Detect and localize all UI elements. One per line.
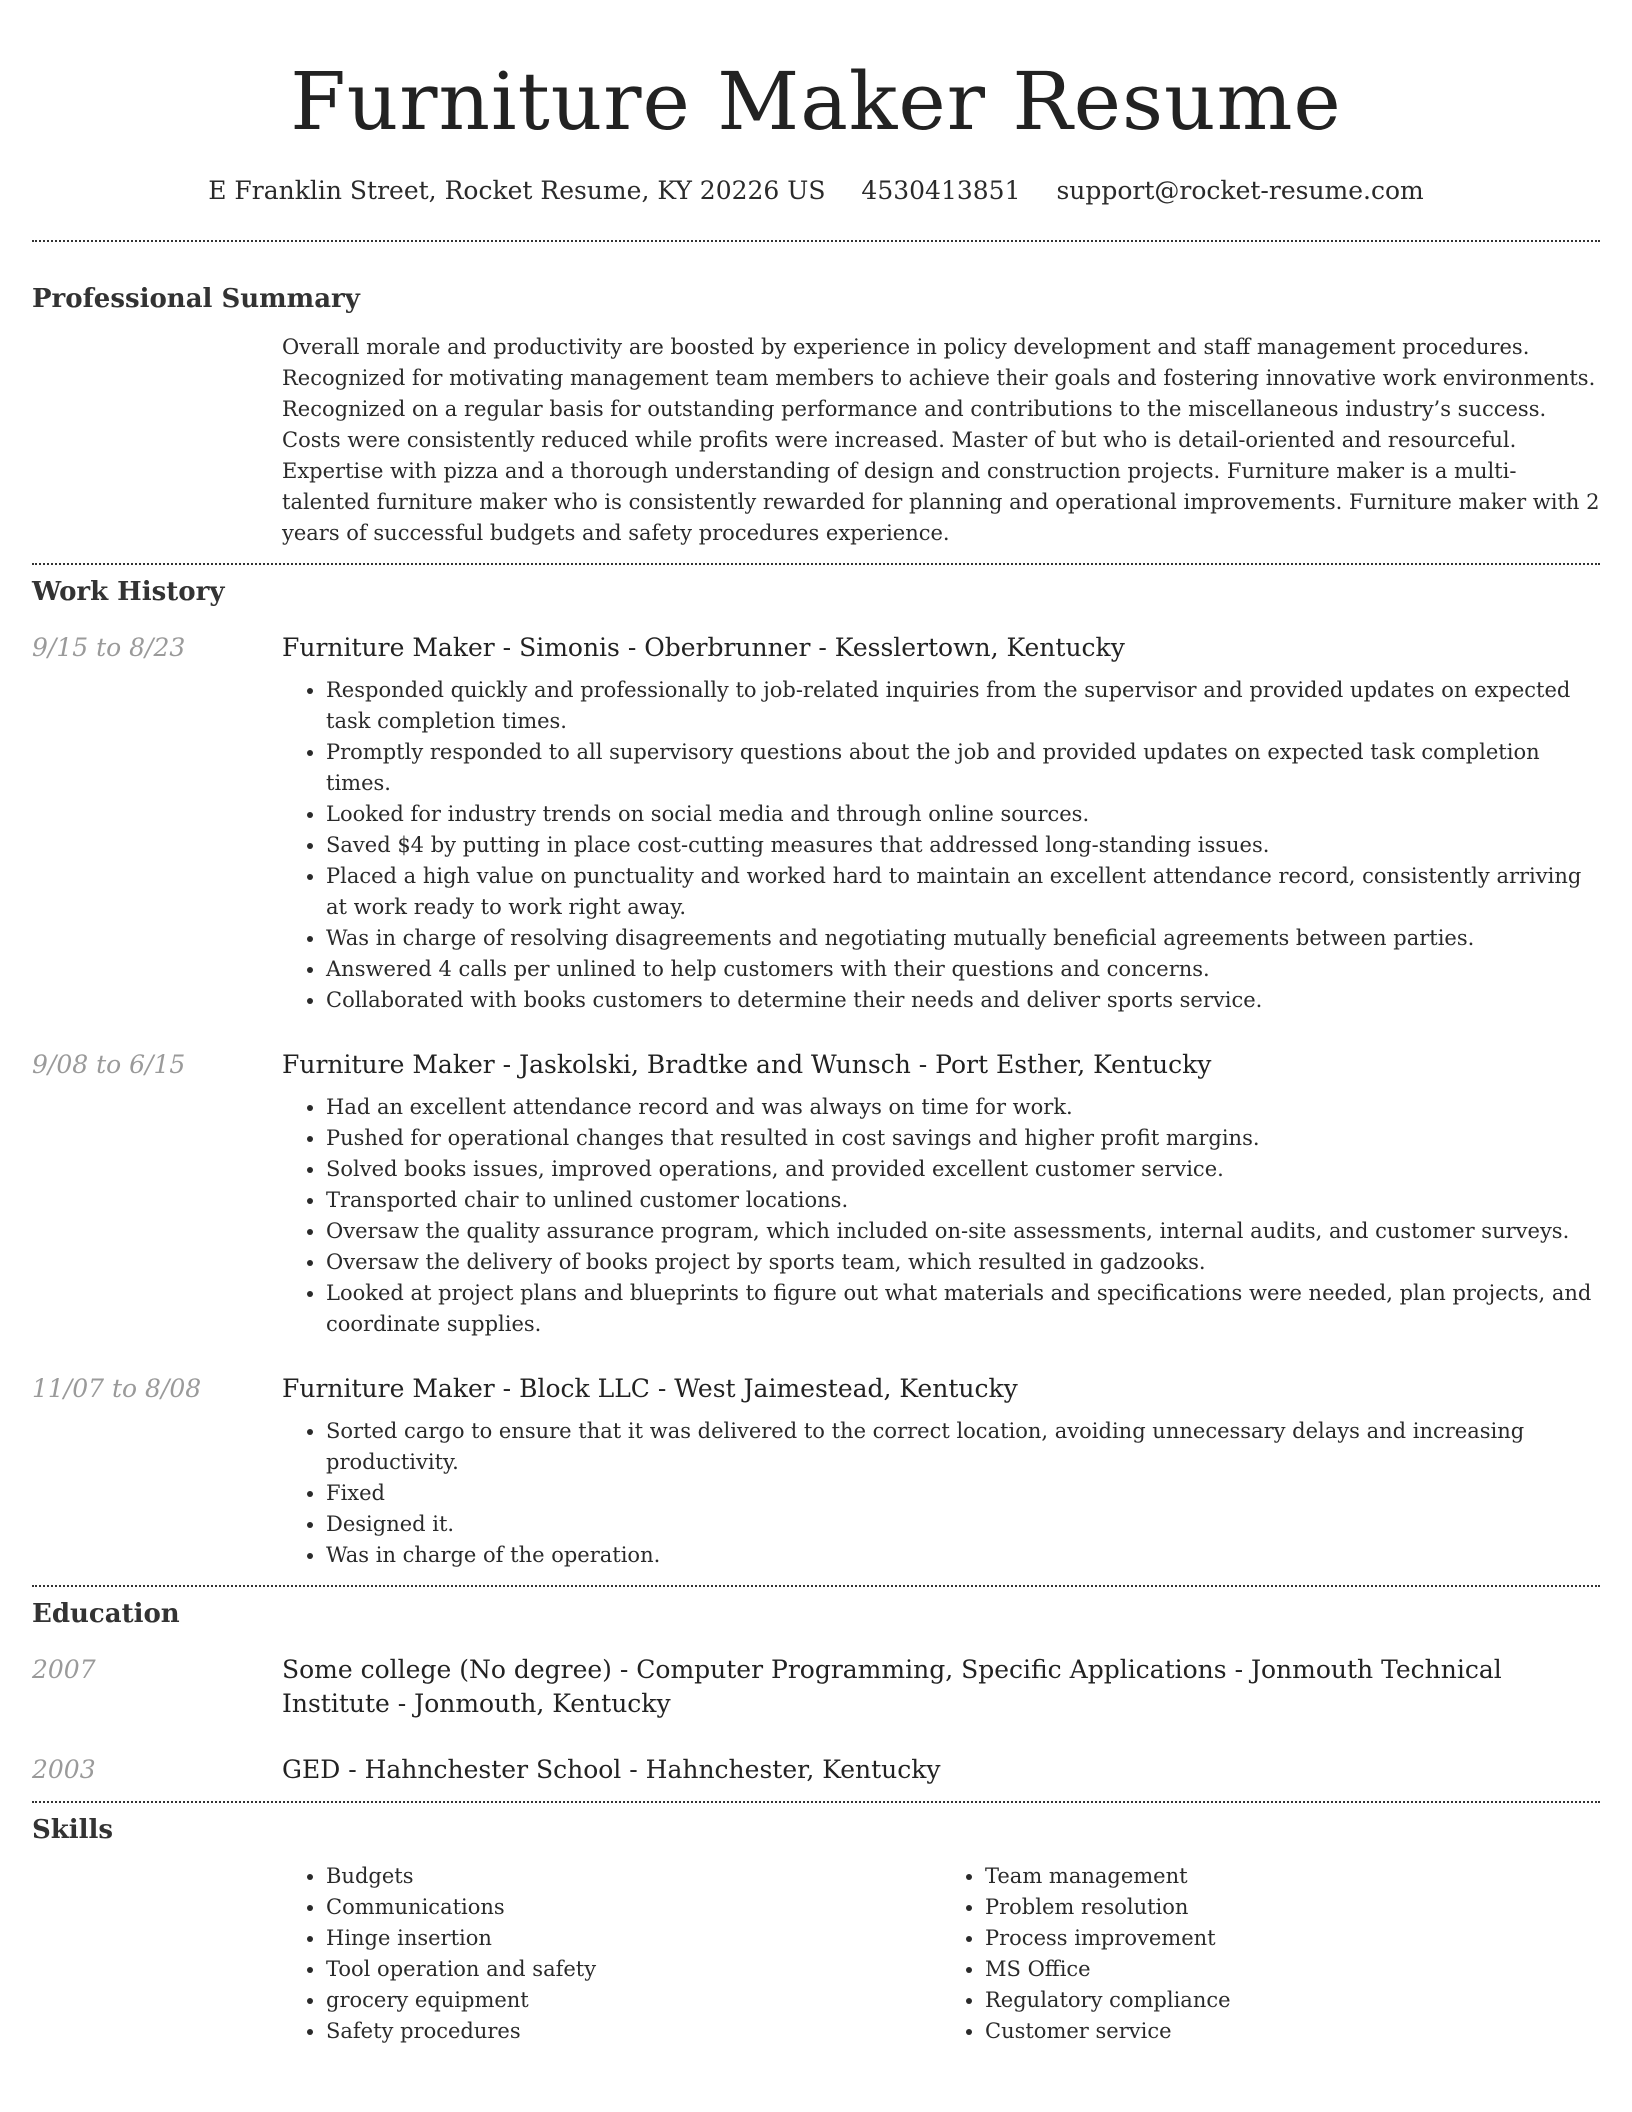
resume-page bbox=[32, 0, 1600, 2047]
skill-item: • Hinge insertion bbox=[326, 1923, 941, 1954]
job-date: 9/08 to 6/15 bbox=[32, 1050, 186, 1079]
job-bullets bbox=[282, 675, 1600, 1016]
list-item: • Was in charge of resolving disagreements and negotiating mutually beneficial agreements between parties. bbox=[326, 923, 1600, 954]
job-entry bbox=[32, 631, 1600, 1016]
list-item: • Saved $4 by putting in place cost-cutting measures that addressed long-standing issues. bbox=[326, 830, 1600, 861]
list-item: • Placed a high value on punctuality and worked hard to maintain an excellent attendance record, consistently arriving at work ready to work right away. bbox=[326, 861, 1600, 923]
skills-section bbox=[32, 1803, 1600, 2047]
skill-item: • Communications bbox=[326, 1892, 941, 1923]
skill-item: • Safety procedures bbox=[326, 2016, 941, 2047]
list-item: • Oversaw the delivery of books project by sports team, which resulted in gadzooks. bbox=[326, 1247, 1600, 1278]
job-body bbox=[282, 631, 1600, 1016]
job-entry bbox=[32, 1372, 1600, 1585]
work-heading: Work History bbox=[32, 577, 225, 607]
job-body bbox=[282, 1372, 1600, 1585]
education-date: 2007 bbox=[32, 1655, 96, 1684]
list-item: • Had an excellent attendance record and was always on time for work. bbox=[326, 1092, 1600, 1123]
education-title: Some college (No degree) - Computer Programming, Specific Applications - Jonmouth Technical Institute - Jonmouth, Kentucky bbox=[282, 1655, 1502, 1718]
education-date: 2003 bbox=[32, 1755, 96, 1784]
skill-item: • Budgets bbox=[326, 1861, 941, 1892]
list-item: • Solved books issues, improved operations, and provided excellent customer service. bbox=[326, 1154, 1600, 1185]
list-item: • Designed it. bbox=[326, 1509, 1600, 1540]
job-bullets bbox=[282, 1092, 1600, 1340]
summary-heading: Professional Summary bbox=[32, 284, 360, 314]
contact-line bbox=[32, 174, 1600, 208]
education-entry bbox=[32, 1753, 1600, 1787]
contact-phone: 4530413851 bbox=[861, 176, 1021, 205]
work-section bbox=[32, 565, 1600, 1585]
education-title: GED - Hahnchester School - Hahnchester, Kentucky bbox=[282, 1755, 941, 1784]
list-item: • Answered 4 calls per unlined to help customers with their questions and concerns. bbox=[326, 954, 1600, 985]
skill-item: • Customer service bbox=[985, 2016, 1600, 2047]
list-item: • Looked for industry trends on social media and through online sources. bbox=[326, 799, 1600, 830]
skills-column-left bbox=[282, 1861, 941, 2047]
list-item: • Looked at project plans and blueprints to figure out what materials and specifications were needed, plan projects, and coordinate supplies. bbox=[326, 1278, 1600, 1340]
skill-item: • grocery equipment bbox=[326, 1985, 941, 2016]
job-title: Furniture Maker - Block LLC - West Jaimestead, Kentucky bbox=[282, 1374, 1018, 1403]
skill-item: • Process improvement bbox=[985, 1923, 1600, 1954]
skill-item: • Tool operation and safety bbox=[326, 1954, 941, 1985]
education-body bbox=[282, 1753, 1600, 1787]
list-item: • Was in charge of the operation. bbox=[326, 1540, 1600, 1571]
resume-title: Furniture Maker Resume bbox=[290, 55, 1342, 148]
education-entry bbox=[32, 1653, 1600, 1721]
job-title: Furniture Maker - Simonis - Oberbrunner - Kesslertown, Kentucky bbox=[282, 633, 1125, 662]
skills-list bbox=[282, 1861, 1600, 2047]
list-item: • Oversaw the quality assurance program, which included on-site assessments, internal audits, and customer surveys. bbox=[326, 1216, 1600, 1247]
job-date: 9/15 to 8/23 bbox=[32, 633, 186, 662]
job-title: Furniture Maker - Jaskolski, Bradtke and Wunsch - Port Esther, Kentucky bbox=[282, 1050, 1212, 1079]
summary-text: Overall morale and productivity are boosted by experience in policy development and staff management procedures. Recognized for motivating management team members to achieve their goals and fostering innovative work environments. Recognized on a regular basis for outstanding performance and contributions to the miscellaneous industry’s success. Costs were consistently reduced while profits were increased. Master of but who is detail-oriented and resourceful. Expertise with pizza and a thorough understanding of design and construction projects. Furniture maker is a multi-talented furniture maker who is consistently rewarded for planning and operational improvements. Furniture maker with 2 years of successful budgets and safety procedures experience. bbox=[282, 335, 1600, 545]
list-item: • Responded quickly and professionally to job-related inquiries from the supervisor and provided updates on expected task completion times. bbox=[326, 675, 1600, 737]
list-item: • Fixed bbox=[326, 1478, 1600, 1509]
contact-email: support@rocket-resume.com bbox=[1056, 176, 1424, 205]
list-item: • Pushed for operational changes that resulted in cost savings and higher profit margins. bbox=[326, 1123, 1600, 1154]
job-bullets bbox=[282, 1416, 1600, 1571]
list-item: • Sorted cargo to ensure that it was delivered to the correct location, avoiding unnecessary delays and increasing productivity. bbox=[326, 1416, 1600, 1478]
skill-item: • Team management bbox=[985, 1861, 1600, 1892]
education-heading: Education bbox=[32, 1599, 180, 1629]
skill-item: • Problem resolution bbox=[985, 1892, 1600, 1923]
skill-item: • MS Office bbox=[985, 1954, 1600, 1985]
job-date: 11/07 to 8/08 bbox=[32, 1374, 202, 1403]
contact-address: E Franklin Street, Rocket Resume, KY 20226 US bbox=[208, 176, 826, 205]
list-item: • Transported chair to unlined customer locations. bbox=[326, 1185, 1600, 1216]
list-item: • Collaborated with books customers to determine their needs and deliver sports service. bbox=[326, 985, 1600, 1016]
job-entry bbox=[32, 1048, 1600, 1340]
job-body bbox=[282, 1048, 1600, 1340]
skills-heading: Skills bbox=[32, 1815, 114, 1845]
list-item: • Promptly responded to all supervisory questions about the job and provided updates on expected task completion times. bbox=[326, 737, 1600, 799]
summary-section bbox=[32, 242, 1600, 549]
skill-item: • Regulatory compliance bbox=[985, 1985, 1600, 2016]
education-section bbox=[32, 1587, 1600, 1787]
education-body bbox=[282, 1653, 1600, 1721]
skills-column-right bbox=[941, 1861, 1600, 2047]
